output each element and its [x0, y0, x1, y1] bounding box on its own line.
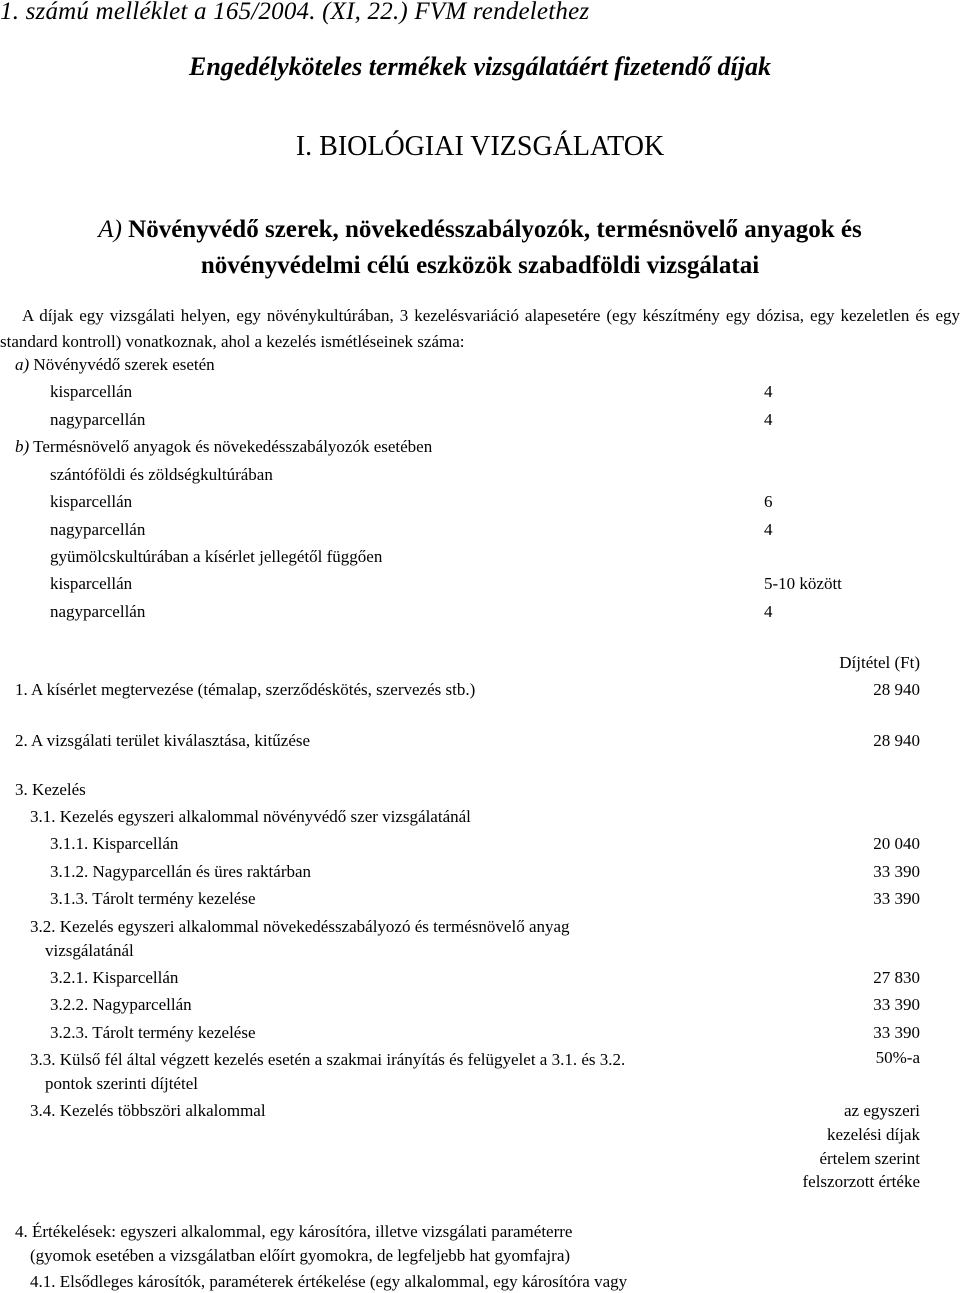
fee-item-value: 33 390 [873, 862, 920, 881]
case-b-row-value: 6 [764, 492, 773, 511]
case-a-row-value: 4 [764, 410, 773, 429]
case-b-text: Termésnövelő anyagok és növekedésszabályozók esetében [33, 437, 433, 456]
fee-item-label: 3.2.1. Kisparcellán [50, 968, 179, 987]
fee-item-value: 27 830 [873, 968, 920, 987]
fee-item-label: 3.1.2. Nagyparcellán és üres raktárban [50, 862, 312, 881]
fee-item-label: 3.1.3. Tárolt termény kezelése [50, 889, 256, 908]
intro-paragraph: A díjak egy vizsgálati helyen, egy növénykultúrában, 3 kezelésvariáció alapesetére (egy készítmény egy dózisa, egy kezeletlen és egy standard kontroll) vonatkoznak, ahol a kezelés ismétléseinek száma: [0, 306, 960, 351]
fee-item-value-line: az egyszeri [844, 1101, 920, 1120]
fee-item-label: 3.2.2. Nagyparcellán [50, 995, 192, 1014]
case-b-row-label: nagyparcellán [50, 520, 146, 539]
fee-item-label-continued: pontok szerinti díjtétel [45, 1074, 198, 1093]
fee-item-label: 3.1. Kezelés egyszeri alkalommal növényvédő szer vizsgálatánál [30, 807, 471, 826]
fee-item-label: 4. Értékelések: egyszeri alkalommal, egy károsítóra, illetve vizsgálati paraméterre [15, 1222, 573, 1241]
case-b-prefix: b) [15, 437, 30, 456]
case-a-text: Növényvédő szerek esetén [33, 355, 215, 374]
fee-item-value: 50%-a [875, 1048, 920, 1067]
subsection-heading-line2: növényvédelmi célú eszközök szabadföldi vizsgálatai [200, 252, 760, 279]
fee-column-header: Díjtétel (Ft) [839, 653, 920, 672]
fee-item-value: 33 390 [873, 889, 920, 908]
fee-item-value-line: kezelési díjak [827, 1125, 920, 1144]
case-a-prefix: a) [15, 355, 30, 374]
fee-item-label-continued: (gyomok esetében a vizsgálatban előírt gyomokra, de legfeljebb hat gyomfajra) [30, 1246, 571, 1265]
fee-item-value: 28 940 [873, 731, 920, 750]
subsection-prefix: A) [98, 216, 122, 243]
fee-item-value: 20 040 [873, 834, 920, 853]
fee-item-value-line: felszorzott értéke [802, 1172, 920, 1191]
subsection-text-line1: Növényvédő szerek, növekedésszabályozók, termésnövelő anyagok és [128, 216, 862, 243]
document-title: Engedélyköteles termékek vizsgálatáért fizetendő díjak [188, 52, 772, 81]
fee-item-label-continued: vizsgálatánál [45, 941, 134, 960]
case-b-row-value: 5-10 között [764, 574, 842, 593]
fee-item-value-line: értelem szerint [819, 1149, 920, 1168]
case-b-subheading: szántóföldi és zöldségkultúrában [50, 465, 273, 484]
case-b-heading [15, 437, 432, 457]
fee-item-value: 33 390 [873, 995, 920, 1014]
document-header: 1. számú melléklet a 165/2004. (XI, 22.) FVM rendelethez [0, 0, 590, 25]
fee-item-label: 2. A vizsgálati terület kiválasztása, kitűzése [15, 731, 311, 750]
fee-item-label: 3.3. Külső fél által végzett kezelés esetén a szakmai irányítás és felügyelet a 3.1. és 3.2. [30, 1050, 626, 1069]
fee-item-label: 3.4. Kezelés többszöri alkalommal [30, 1101, 266, 1120]
fee-item-value: 33 390 [873, 1023, 920, 1042]
fee-item-label: 4.1. Elsődleges károsítók, paraméterek értékelése (egy alkalommal, egy károsítóra vagy [30, 1272, 628, 1291]
fee-item-label: 1. A kísérlet megtervezése (témalap, szerződéskötés, szervezés stb.) [15, 680, 476, 699]
case-b-row-value: 4 [764, 520, 773, 539]
case-b-row-label: kisparcellán [50, 492, 133, 511]
case-b-row-label: kisparcellán [50, 574, 133, 593]
case-a-heading [15, 355, 215, 375]
fee-item-label: 3. Kezelés [15, 780, 86, 799]
section-heading: I. BIOLÓGIAI VIZSGÁLATOK [295, 131, 665, 162]
case-a-row-label: nagyparcellán [50, 410, 146, 429]
case-a-row-label: kisparcellán [50, 382, 133, 401]
case-b-row-value: 4 [764, 602, 773, 621]
case-a-row-value: 4 [764, 382, 773, 401]
fee-item-value: 28 940 [873, 680, 920, 699]
case-b-row-label: nagyparcellán [50, 602, 146, 621]
fee-item-label: 3.2. Kezelés egyszeri alkalommal növekedésszabályozó és termésnövelő anyag [30, 917, 570, 936]
case-b-subheading: gyümölcskultúrában a kísérlet jellegétől függően [50, 547, 383, 566]
subsection-heading-line1 [0, 216, 960, 244]
fee-item-label: 3.1.1. Kisparcellán [50, 834, 179, 853]
fee-item-label: 3.2.3. Tárolt termény kezelése [50, 1023, 256, 1042]
